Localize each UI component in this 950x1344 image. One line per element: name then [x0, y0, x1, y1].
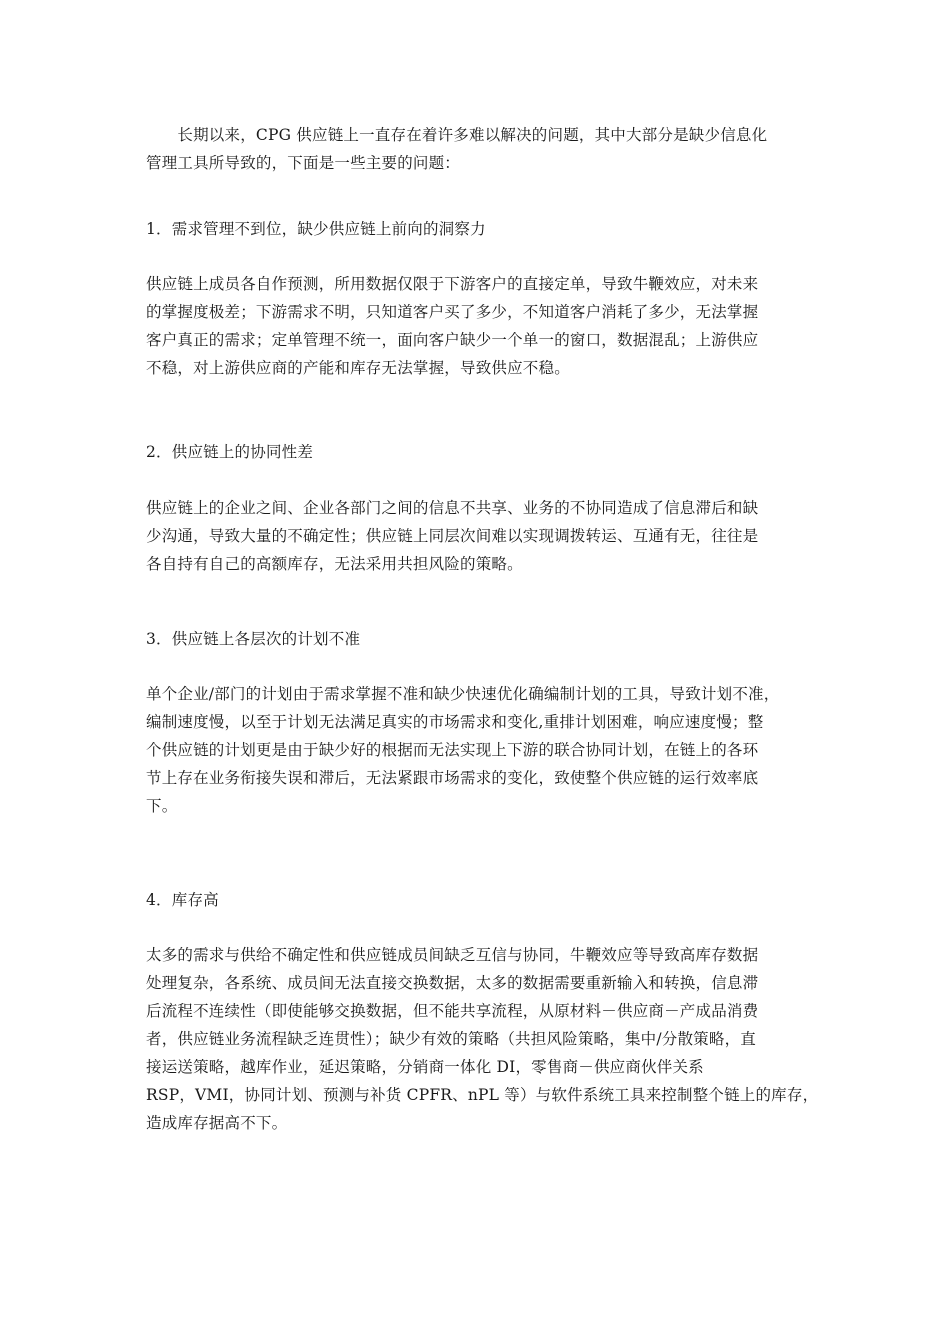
- text-line: 不稳，对上游供应商的产能和库存无法掌握，导致供应不稳。: [146, 359, 570, 377]
- section-1-heading: [146, 215, 816, 243]
- heading-text: 3．供应链上各层次的计划不准: [146, 630, 361, 648]
- section-3-body: [146, 680, 816, 820]
- text-line: 单个企业/部门的计划由于需求掌握不准和缺少快速优化确编制计划的工具，导致计划不准，: [146, 685, 780, 703]
- text-line: 太多的需求与供给不确定性和供应链成员间缺乏互信与协同，牛鞭效应等导致高库存数据: [146, 946, 759, 964]
- text-line: 的掌握度极差；下游需求不明，只知道客户买了多少，不知道客户消耗了多少，无法掌握: [146, 303, 759, 321]
- text-line: 管理工具所导致的，下面是一些主要的问题：: [146, 154, 461, 172]
- section-2-heading: [146, 438, 816, 466]
- text-line: 客户真正的需求；定单管理不统一，面向客户缺少一个单一的窗口，数据混乱；上游供应: [146, 331, 759, 349]
- text-line: 造成库存据高不下。: [146, 1114, 288, 1132]
- text-line: RSP，VMI，协同计划、预测与补货 CPFR、nPL 等）与软件系统工具来控制整个链上的库存，: [146, 1086, 819, 1104]
- text-line: 个供应链的计划更是由于缺少好的根据而无法实现上下游的联合协同计划，在链上的各环: [146, 741, 759, 759]
- section-1-body: [146, 270, 816, 382]
- text-line: 节上存在业务衔接失误和滞后，无法紧跟市场需求的变化，致使整个供应链的运行效率底: [146, 769, 759, 787]
- section-4-body: [146, 941, 819, 1137]
- section-4-heading: [146, 886, 816, 914]
- text-line: 编制速度慢，以至于计划无法满足真实的市场需求和变化,重排计划困难，响应速度慢；整: [146, 713, 764, 731]
- text-line: 供应链上的企业之间、企业各部门之间的信息不共享、业务的不协同造成了信息滞后和缺: [146, 499, 759, 517]
- text-line: 后流程不连续性（即使能够交换数据，但不能共享流程，从原材料－供应商－产成品消费: [146, 1002, 759, 1020]
- text-line: 供应链上成员各自作预测，所用数据仅限于下游客户的直接定单，导致牛鞭效应，对未来: [146, 275, 759, 293]
- text-line: 者，供应链业务流程缺乏连贯性）；缺少有效的策略（共担风险策略，集中/分散策略，直: [146, 1030, 756, 1048]
- section-3-heading: [146, 625, 816, 653]
- section-2-body: [146, 494, 816, 578]
- text-line: 各自持有自己的高额库存，无法采用共担风险的策略。: [146, 555, 523, 573]
- text-line: 少沟通，导致大量的不确定性；供应链上同层次间难以实现调拨转运、互通有无，往往是: [146, 527, 759, 545]
- text-line: 处理复杂，各系统、成员间无法直接交换数据，太多的数据需要重新输入和转换，信息滞: [146, 974, 759, 992]
- heading-text: 2．供应链上的协同性差: [146, 443, 314, 461]
- intro-paragraph: [146, 121, 816, 177]
- text-line: 长期以来，CPG 供应链上一直存在着许多难以解决的问题，其中大部分是缺少信息化: [146, 126, 768, 144]
- heading-text: 1．需求管理不到位，缺少供应链上前向的洞察力: [146, 220, 486, 238]
- heading-text: 4．库存高: [146, 891, 219, 909]
- text-line: 下。: [146, 797, 178, 815]
- text-line: 接运送策略，越库作业，延迟策略，分销商一体化 DI，零售商－供应商伙伴关系: [146, 1058, 704, 1076]
